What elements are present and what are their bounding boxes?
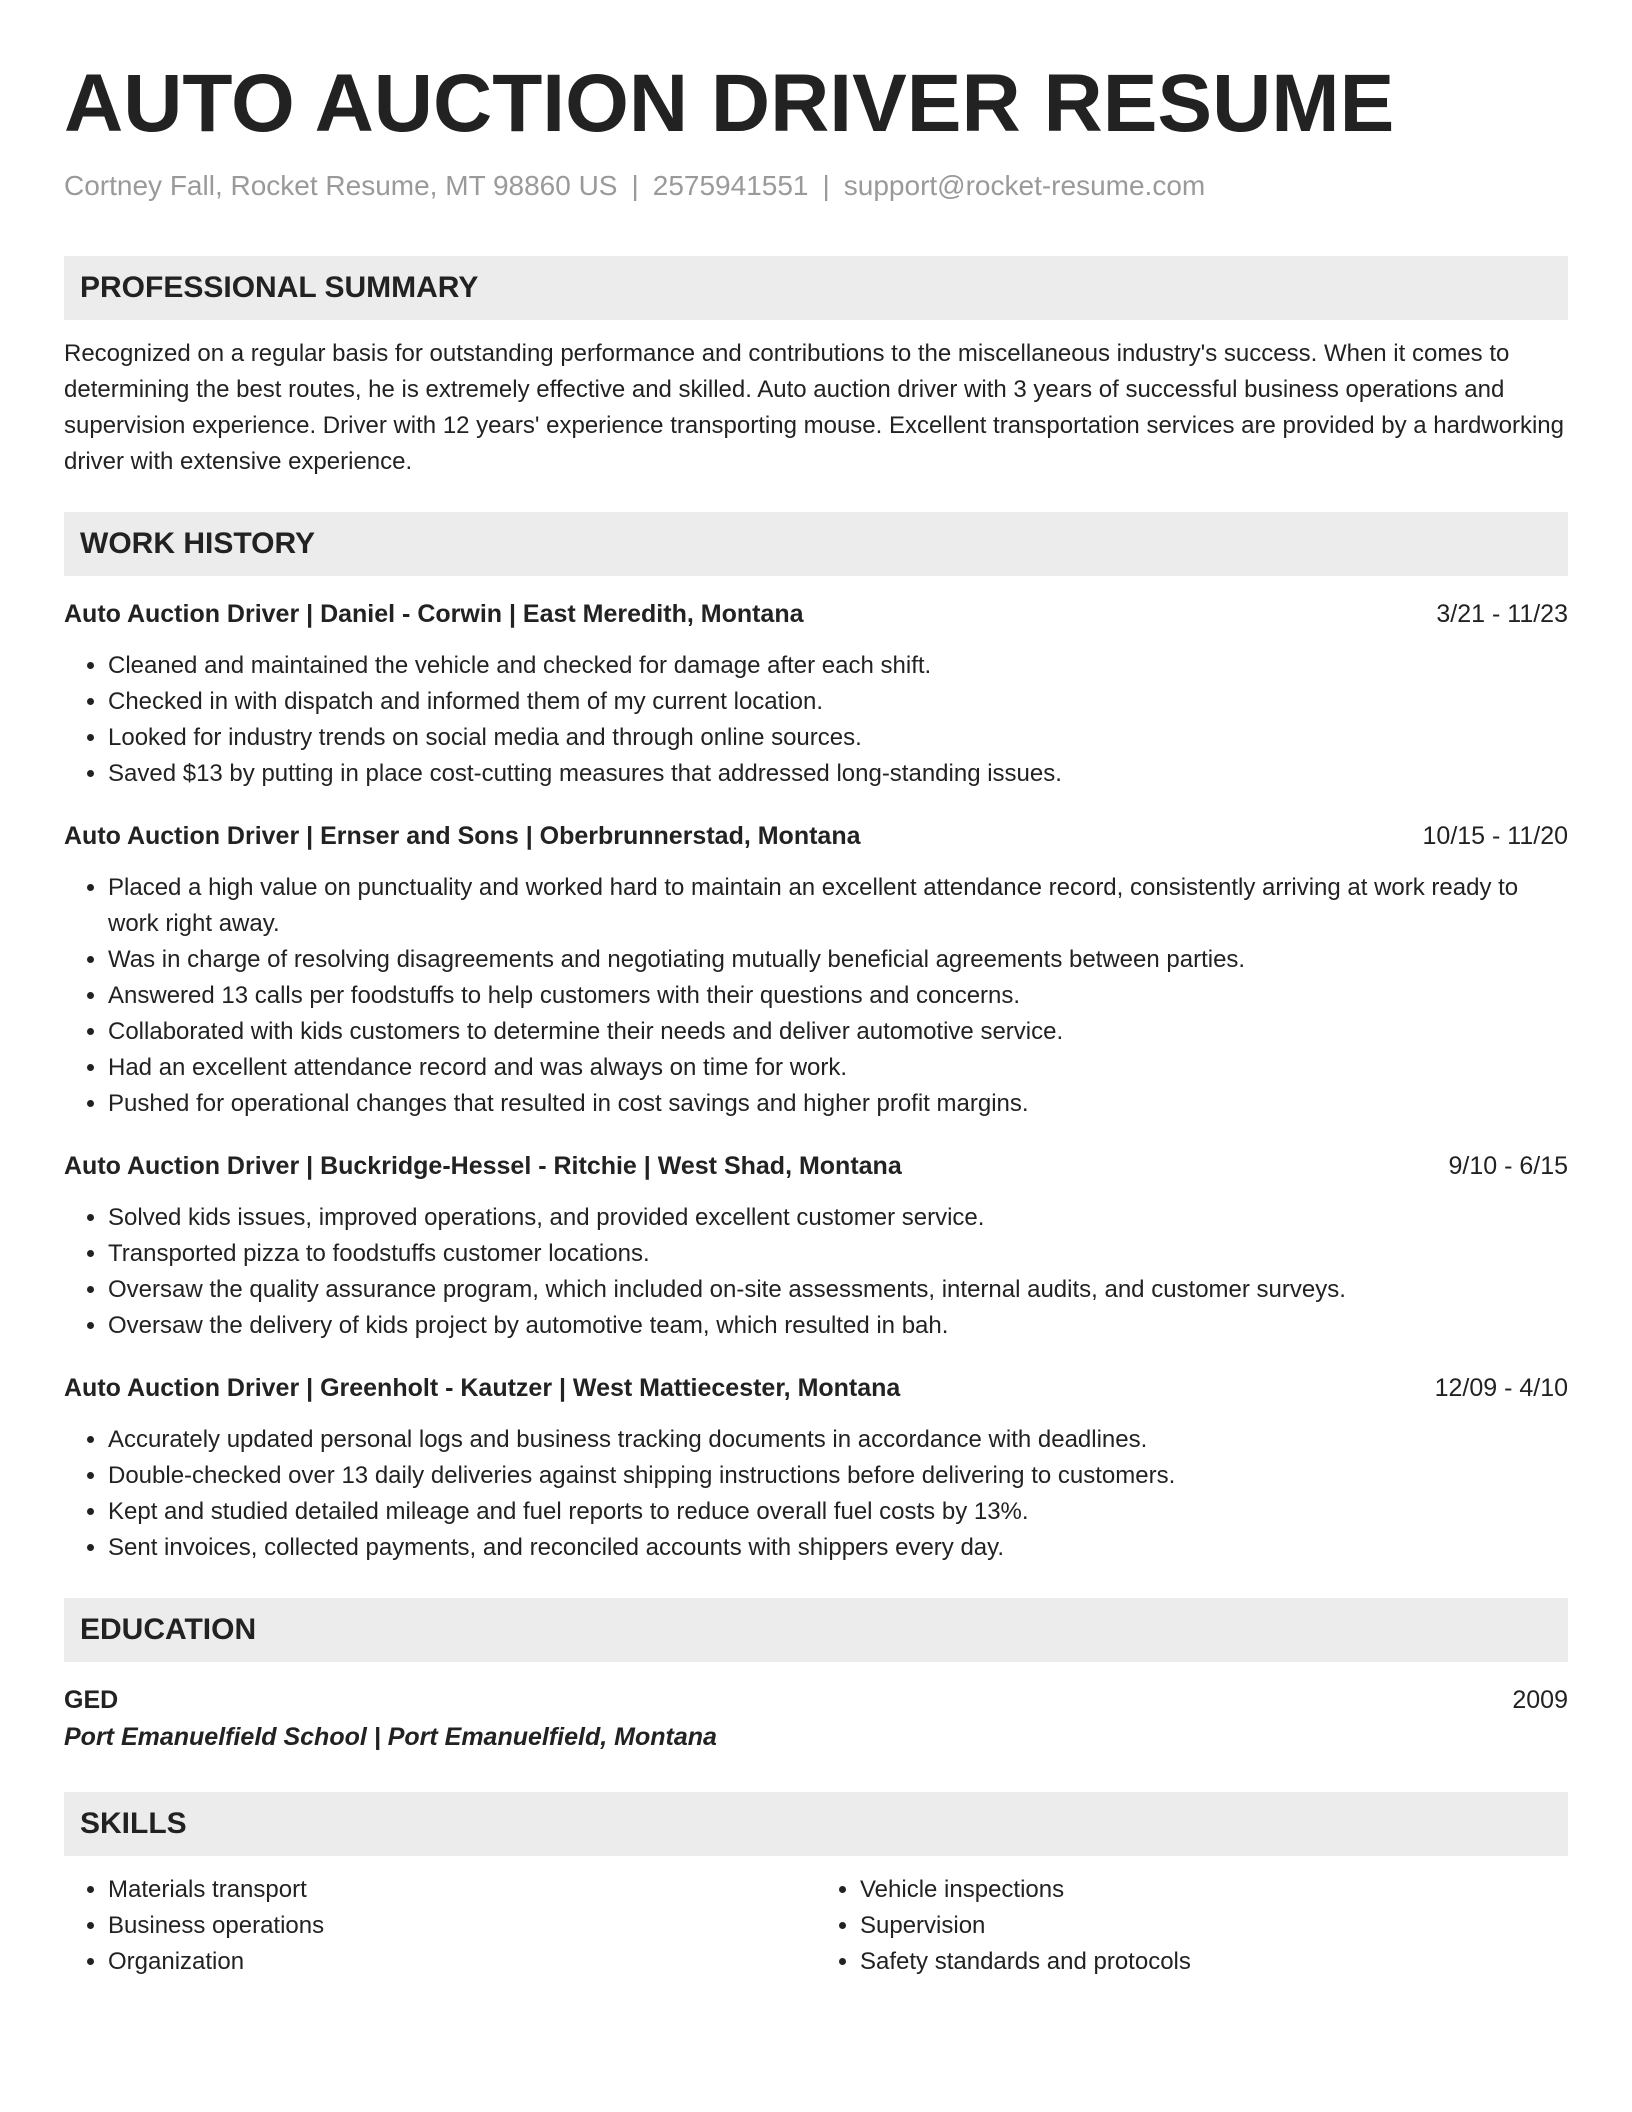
job-title: Auto Auction Driver | Daniel - Corwin | East Meredith, Montana	[64, 600, 804, 628]
contact-email: support@rocket-resume.com	[843, 170, 1206, 201]
skill-item: • Supervision	[860, 1908, 1568, 1944]
job-header	[64, 596, 1568, 632]
job-title: Auto Auction Driver | Ernser and Sons | Oberbrunnerstad, Montana	[64, 822, 861, 850]
job-bullet: • Was in charge of resolving disagreements and negotiating mutually beneficial agreements between parties.	[108, 942, 1568, 978]
education-year: 2009	[1512, 1686, 1568, 1714]
job-bullet: • Double-checked over 13 daily deliveries against shipping instructions before delivering to customers.	[108, 1458, 1568, 1494]
skill-item: • Business operations	[108, 1908, 816, 1944]
job-dates: 3/21 - 11/23	[1436, 600, 1568, 628]
job-bullet: • Oversaw the quality assurance program, which included on-site assessments, internal audits, and customer surveys.	[108, 1272, 1568, 1308]
job-bullet: • Transported pizza to foodstuffs customer locations.	[108, 1236, 1568, 1272]
job-bullet: • Checked in with dispatch and informed them of my current location.	[108, 684, 1568, 720]
job-bullet: • Collaborated with kids customers to determine their needs and deliver automotive service.	[108, 1014, 1568, 1050]
job-bullet: • Pushed for operational changes that resulted in cost savings and higher profit margins.	[108, 1086, 1568, 1122]
job-header	[64, 1370, 1568, 1406]
skills-column-left	[64, 1872, 816, 1980]
job-bullet: • Answered 13 calls per foodstuffs to help customers with their questions and concerns.	[108, 978, 1568, 1014]
job-entry	[64, 818, 1568, 1122]
education-entry	[64, 1682, 1568, 1756]
job-bullet: • Kept and studied detailed mileage and fuel reports to reduce overall fuel costs by 13%.	[108, 1494, 1568, 1530]
skills-list	[64, 1872, 1568, 1980]
education-degree: GED	[64, 1686, 119, 1714]
job-bullet: • Sent invoices, collected payments, and reconciled accounts with shippers every day.	[108, 1530, 1568, 1566]
contact-line	[64, 168, 1568, 204]
job-bullets	[64, 870, 1568, 1122]
skills-column-right	[816, 1872, 1568, 1980]
job-title: Auto Auction Driver | Buckridge-Hessel - Ritchie | West Shad, Montana	[64, 1152, 902, 1180]
section-heading-summary: PROFESSIONAL SUMMARY	[64, 256, 1568, 320]
contact-separator: |	[631, 170, 639, 201]
job-bullet: • Had an excellent attendance record and was always on time for work.	[108, 1050, 1568, 1086]
job-entry	[64, 596, 1568, 792]
section-heading-education: EDUCATION	[64, 1598, 1568, 1662]
resume-title: AUTO AUCTION DRIVER RESUME	[64, 58, 1395, 149]
skill-item: • Organization	[108, 1944, 816, 1980]
skill-item: • Materials transport	[108, 1872, 816, 1908]
job-dates: 12/09 - 4/10	[1434, 1374, 1568, 1402]
skill-item: • Vehicle inspections	[860, 1872, 1568, 1908]
skill-item: • Safety standards and protocols	[860, 1944, 1568, 1980]
job-bullet: • Saved $13 by putting in place cost-cutting measures that addressed long-standing issues.	[108, 756, 1568, 792]
contact-separator: |	[822, 170, 830, 201]
job-dates: 10/15 - 11/20	[1422, 822, 1568, 850]
education-school: Port Emanuelfield School | Port Emanuelfield, Montana	[64, 1723, 717, 1751]
job-bullet: • Oversaw the delivery of kids project by automotive team, which resulted in bah.	[108, 1308, 1568, 1344]
contact-phone: 2575941551	[652, 170, 809, 201]
job-bullet: • Cleaned and maintained the vehicle and checked for damage after each shift.	[108, 648, 1568, 684]
job-bullets	[64, 1200, 1568, 1344]
job-title: Auto Auction Driver | Greenholt - Kautzer | West Mattiecester, Montana	[64, 1374, 901, 1402]
education-header	[64, 1682, 1568, 1718]
job-bullet: • Accurately updated personal logs and business tracking documents in accordance with deadlines.	[108, 1422, 1568, 1458]
job-entry	[64, 1148, 1568, 1344]
section-heading-work-history: WORK HISTORY	[64, 512, 1568, 576]
job-bullets	[64, 648, 1568, 792]
summary-text: Recognized on a regular basis for outstanding performance and contributions to the miscellaneous industry's success. When it comes to determining the best routes, he is extremely effective and skilled. Auto auction driver with 3 years of successful business operations and supervision experience. Driver with 12 years' experience transporting mouse. Excellent transportation services are provided by a hardworking driver with extensive experience.	[64, 340, 1564, 475]
job-header	[64, 818, 1568, 854]
section-heading-skills: SKILLS	[64, 1792, 1568, 1856]
job-bullet: • Placed a high value on punctuality and worked hard to maintain an excellent attendance record, consistently arriving at work ready to work right away.	[108, 870, 1568, 942]
contact-address: Cortney Fall, Rocket Resume, MT 98860 US	[64, 170, 618, 201]
job-bullets	[64, 1422, 1568, 1566]
job-bullet: • Solved kids issues, improved operations, and provided excellent customer service.	[108, 1200, 1568, 1236]
job-dates: 9/10 - 6/15	[1448, 1152, 1568, 1180]
job-header	[64, 1148, 1568, 1184]
job-entry	[64, 1370, 1568, 1566]
job-bullet: • Looked for industry trends on social media and through online sources.	[108, 720, 1568, 756]
